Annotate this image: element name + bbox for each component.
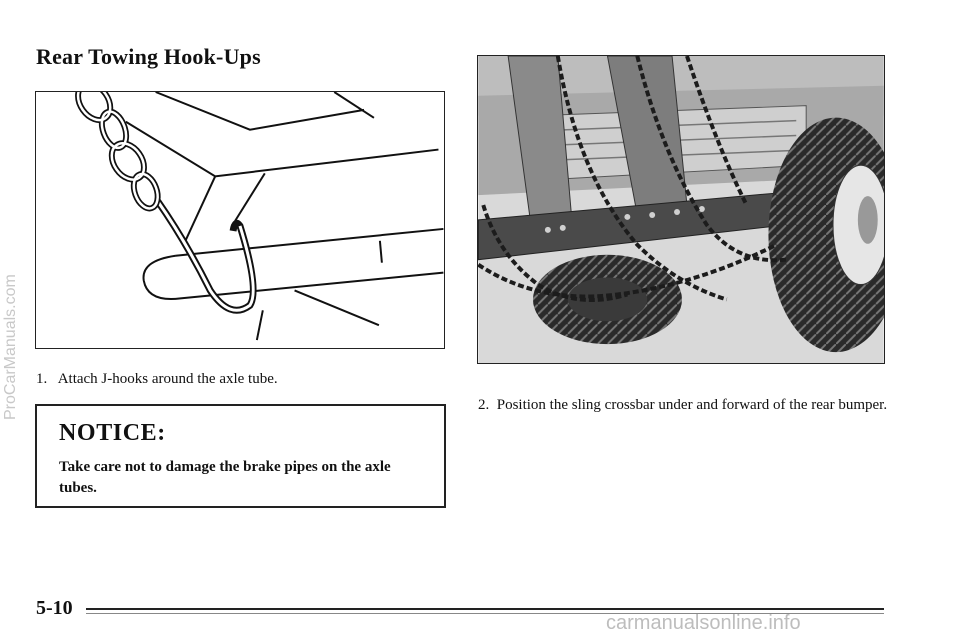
step-1-text: Attach J-hooks around the axle tube.	[57, 371, 278, 387]
sling-crossbar-chains-photo-icon	[478, 56, 884, 363]
notice-title: NOTICE:	[59, 420, 166, 446]
step-1-number: 1.	[36, 371, 48, 387]
j-hook-axle-illustration-icon	[36, 92, 444, 348]
notice-box	[35, 404, 446, 508]
step-2-number: 2.	[478, 397, 490, 413]
footer-watermark: carmanualsonline.info	[606, 612, 801, 634]
page-number: 5-10	[36, 597, 73, 619]
step-2	[478, 395, 900, 415]
sling-crossbar-figure	[477, 55, 885, 364]
step-1	[36, 369, 278, 389]
notice-text: Take care not to damage the brake pipes on the axle tubes.	[59, 459, 391, 496]
footer-rule	[86, 608, 884, 610]
side-watermark: ProCarManuals.com	[2, 274, 19, 420]
step-2-text: Position the sling crossbar under and forward of the rear bumper.	[496, 397, 888, 413]
page-heading: Rear Towing Hook-Ups	[36, 44, 261, 69]
j-hook-axle-figure	[35, 91, 445, 349]
